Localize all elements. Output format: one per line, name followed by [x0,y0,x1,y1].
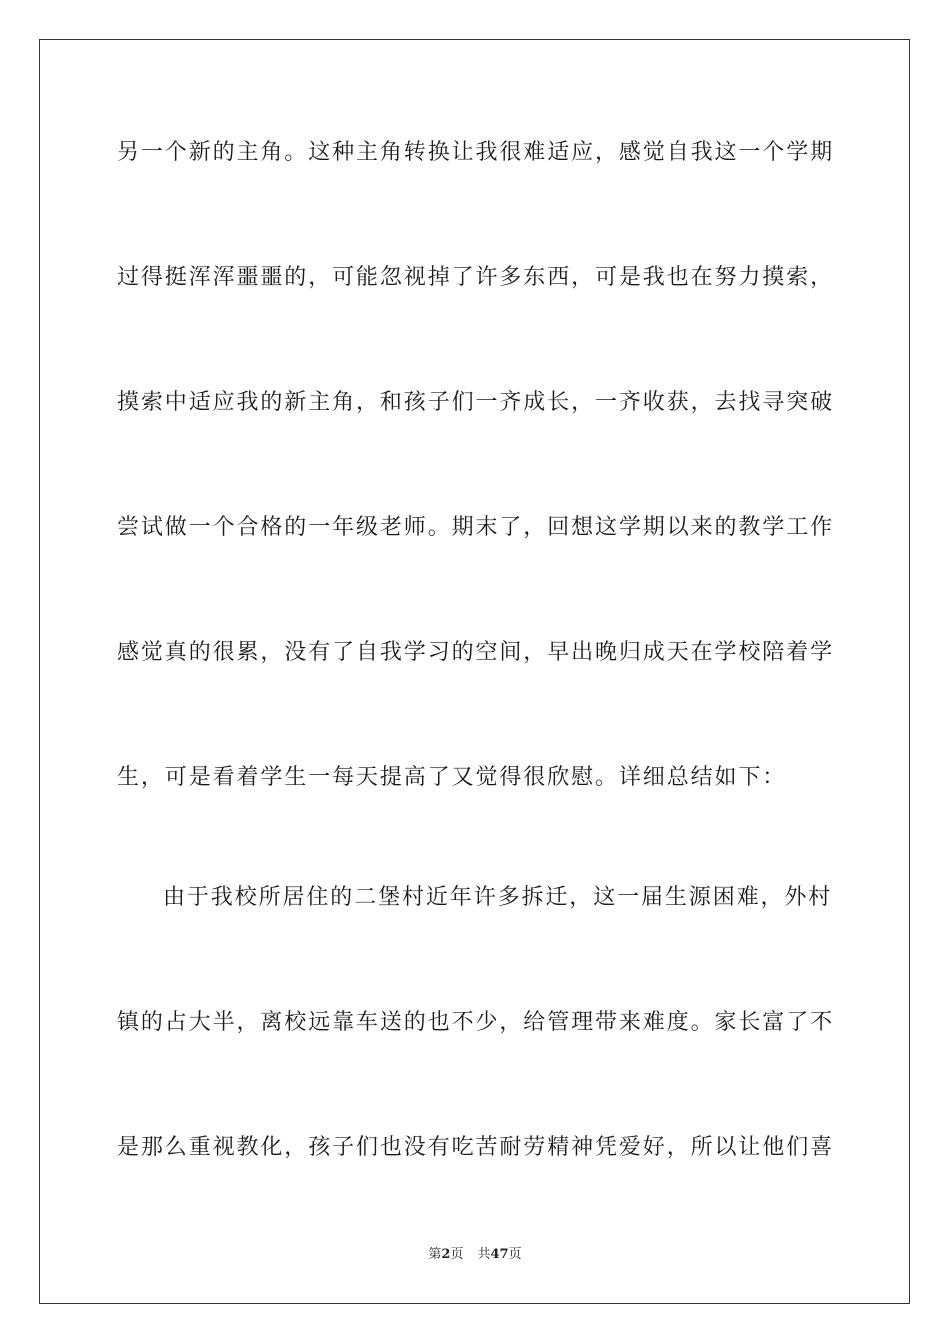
text-line-3: 摸索中适应我的新主角，和孩子们一齐成长，一齐收获，去找寻突破 [117,390,835,415]
text-line-4: 尝试做一个合格的一年级老师。期末了，回想这学期以来的教学工作 [117,515,835,540]
page-footer [0,1246,950,1264]
page-number: 2 [441,1247,451,1262]
page-prefix: 第 [428,1247,442,1262]
page-border [39,39,910,1304]
page-suffix: 页 [450,1247,464,1262]
total-pages: 47 [490,1247,509,1262]
paragraph-start-line: 由于我校所居住的二堡村近年许多拆迁，这一届生源困难，外村 [163,885,833,910]
text-line-2: 过得挺浑浑噩噩的，可能忽视掉了许多东西，可是我也在努力摸索， [117,265,835,290]
total-suffix: 页 [508,1247,522,1262]
text-line-9: 是那么重视教化，孩子们也没有吃苦耐劳精神凭爱好，所以让他们喜 [117,1135,835,1160]
text-line-8: 镇的占大半，离校远靠车送的也不少，给管理带来难度。家长富了不 [117,1010,835,1035]
text-line-1: 另一个新的主角。这种主角转换让我很难适应，感觉自我这一个学期 [117,140,835,165]
text-line-6: 生，可是看着学生一每天提高了又觉得很欣慰。详细总结如下： [117,765,787,790]
total-prefix: 共 [477,1247,491,1262]
text-line-5: 感觉真的很累，没有了自我学习的空间，早出晚归成天在学校陪着学 [117,640,835,665]
